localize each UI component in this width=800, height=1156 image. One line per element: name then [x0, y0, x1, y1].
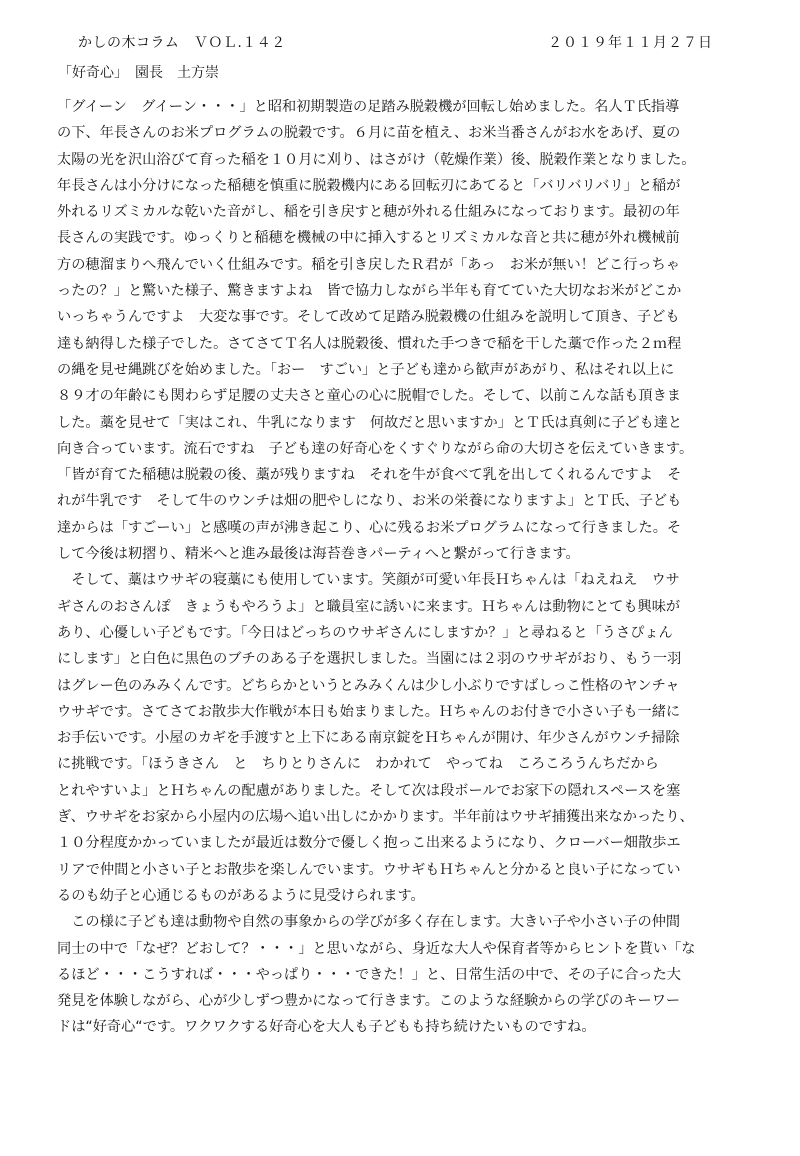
body-text-line: ウサギです。さてさてお散歩大作戦が本日も始まりました。Ｈちゃんのお付きで小さい子も一緒に: [57, 703, 681, 720]
body-text-line: 向き合っています。流石ですね 子ども達の好奇心をくすぐりながら命の大切さを伝えていきます。: [57, 440, 694, 457]
body-text-line: れが牛乳です そして牛のウンチは畑の肥やしになり、お米の栄養になりますよ」とＴ氏、子ども: [57, 493, 682, 510]
column-title: かしの木コラム ＶＯＬ.１４２: [78, 35, 286, 51]
body-text-line: に挑戦です。「ほうきさん と ちりとりさんに わかれて やってね ころころうんちだから: [57, 756, 659, 773]
body-text-line: 達も納得した様子でした。さてさてＴ名人は脱穀後、慣れた手つきで稲を干した藁で作った２ｍ程: [57, 335, 682, 352]
body-text-line: いっちゃうんですよ 大変な事です。そして改めて足踏み脱穀機の仕組みを説明して頂き、子ども: [57, 309, 680, 326]
body-text-line: 「皆が育てた稲穂は脱穀の後、藁が残りますね それを牛が食べて乳を出してくれるんですよ そ: [57, 467, 682, 484]
body-text-line: ギさんのおさんぽ きょうもやろうよ」と職員室に誘いに来ます。Ｈちゃんは動物にとても興味が: [57, 598, 681, 615]
body-text-line: 発見を体験しながら、心が少しずつ豊かになって行きます。このような経験からの学びのキーワー: [57, 993, 681, 1010]
body-text-line: 長さんの実践です。ゆっくりと稲穂を機械の中に挿入するとリズミカルな音と共に穂が外れ機械前: [57, 230, 680, 247]
body-text-line: 「グイーン グイーン・・・」と昭和初期製造の足踏み脱穀機が回転し始めました。名人Ｔ氏指導: [57, 99, 680, 115]
body-text-line: お手伝いです。小屋のカギを手渡すと上下にある南京錠をＨちゃんが開け、年少さんがウンチ掃除: [57, 730, 680, 747]
body-text-line: るほど・・・こうすれば・・・やっぱり・・・できた！」と、日常生活の中で、その子に合った大: [57, 966, 681, 983]
body-text-line: ドは“好奇心“です。ワクワクする好奇心を大人も子どもも持ち続けたいものですね。: [57, 1019, 596, 1036]
body-text-line: そして、藁はウサギの寝藁にも使用しています。笑顔が可愛い年長Ｈちゃんは「ねえねえ ウサ: [57, 572, 680, 589]
body-text-line: １０分程度かかっていましたが最近は数分で優しく抱っこ出来るようになり、クローバー畑散歩エ: [57, 835, 681, 852]
body-text-line: あり、心優しい子どもです。「今日はどっちのウサギさんにしますか？」と尋ねると「うさぴょん: [57, 624, 673, 641]
body-text-line: の縄を見せ縄跳びを始めました。「おー すごい」と子ども達から歓声があがり、私はそれ以上に: [57, 361, 675, 378]
body-text-line: この様に子ども達は動物や自然の事象からの学びが多く存在します。大きい子や小さい子の仲間: [57, 914, 681, 931]
body-text-line: 同士の中で「なぜ？どおして？・・・」と思いながら、身近な大人や保育者等からヒントを貰い「な: [57, 940, 696, 957]
body-text-line: ったの？」と驚いた様子、驚きますよね 皆で協力しながら半年も育てていた大切なお米がどこか: [57, 283, 682, 300]
body-text-line: にします」と白色に黒色のブチのある子を選択しました。当園には２羽のウサギがおり、もう一羽: [57, 651, 682, 668]
body-text-line: の下、年長さんのお米プログラムの脱穀です。６月に苗を植え、お米当番さんがお水をあげ、夏の: [57, 125, 681, 142]
body-text-line: 太陽の光を沢山浴びて育った稲を１０月に刈り、はさがけ（乾燥作業）後、脱穀作業となりました。: [57, 151, 696, 168]
body-text-line: 年長さんは小分けになった稲穂を慎重に脱穀機内にある回転刃にあてると「バリバリバリ」と稲が: [57, 177, 681, 194]
body-text-line: ８９才の年齢にも関わらず足腰の丈夫さと童心の心に脱帽でした。そして、以前こんな話も頂きま: [57, 388, 681, 405]
column-body: [57, 94, 747, 1041]
body-text-line: した。藁を見せて「実はこれ、牛乳になります 何故だと思いますか」とＴ氏は真剣に子ども達と: [57, 414, 683, 431]
body-text-line: るのも幼子と心通じるものがあるように見受けられます。: [57, 887, 425, 904]
body-text-line: して今後は籾摺り、精米へと進み最後は海苔巻きパーティへと繋がって行きます。: [57, 546, 580, 563]
column-subtitle: 「好奇心」 園長 土方崇: [58, 65, 219, 81]
body-text-line: リアで仲間と小さい子とお散歩を楽しんでいます。ウサギもＨちゃんと分かると良い子になってい: [57, 861, 681, 878]
body-text-line: はグレー色のみみくんです。どちらかというとみみくんは少し小ぶりですばしっこ性格のヤンチャ: [57, 677, 680, 694]
body-text-line: ぎ、ウサギをお家から小屋内の広場へ追い出しにかかります。半年前はウサギ捕獲出来なかったり、: [57, 809, 694, 826]
body-text-line: とれやすいよ」とＨちゃんの配慮がありました。そして次は段ボールでお家下の隠れスペースを塞: [57, 782, 681, 799]
body-text-line: 外れるリズミカルな乾いた音がし、稲を引き戻すと穂が外れる仕組みになっております。最初の年: [57, 204, 680, 221]
body-text-line: 方の穂溜まりへ飛んでいく仕組みです。稲を引き戻したＲ君が「あっ お米が無い！どこ行っちゃ: [57, 256, 680, 273]
publish-date: ２０１９年１１月２７日: [548, 35, 713, 51]
body-text-line: 達からは「すごーい」と感嘆の声が沸き起こり、心に残るお米プログラムになって行きました。そ: [57, 519, 682, 536]
